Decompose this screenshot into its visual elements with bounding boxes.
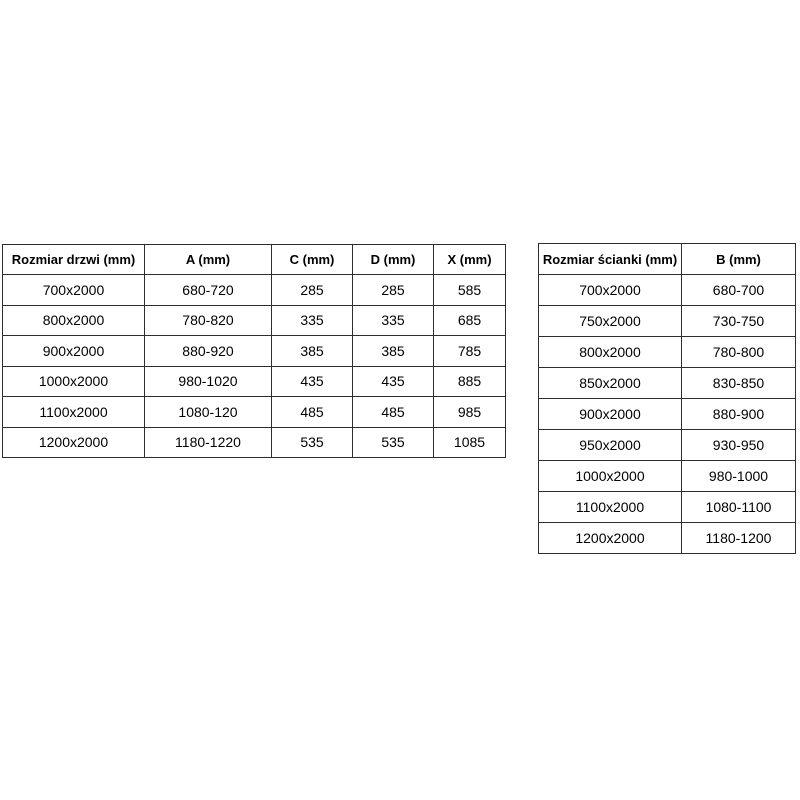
column-header: C (mm) xyxy=(272,245,353,275)
table-cell: 485 xyxy=(353,397,434,428)
table-cell: 930-950 xyxy=(682,430,796,461)
table-cell: 1100x2000 xyxy=(3,397,145,428)
table-cell: 750x2000 xyxy=(539,306,682,337)
table-cell: 950x2000 xyxy=(539,430,682,461)
table-row xyxy=(3,366,506,397)
table-cell: 385 xyxy=(272,336,353,367)
table-cell: 850x2000 xyxy=(539,368,682,399)
table-cell: 980-1020 xyxy=(145,366,272,397)
header-row xyxy=(3,245,506,275)
table-cell: 780-820 xyxy=(145,305,272,336)
table-cell: 900x2000 xyxy=(539,399,682,430)
table-cell: 435 xyxy=(272,366,353,397)
table-cell: 985 xyxy=(434,397,506,428)
table-cell: 1080-1100 xyxy=(682,492,796,523)
table-cell: 1200x2000 xyxy=(539,523,682,554)
table-row xyxy=(3,305,506,336)
table-cell: 685 xyxy=(434,305,506,336)
table-cell: 385 xyxy=(353,336,434,367)
table-cell: 485 xyxy=(272,397,353,428)
table-cell: 830-850 xyxy=(682,368,796,399)
table-cell: 980-1000 xyxy=(682,461,796,492)
table-row xyxy=(539,368,796,399)
table-row xyxy=(539,492,796,523)
table-cell: 1000x2000 xyxy=(539,461,682,492)
table-cell: 585 xyxy=(434,275,506,306)
table-cell: 780-800 xyxy=(682,337,796,368)
column-header: B (mm) xyxy=(682,244,796,275)
table-cell: 885 xyxy=(434,366,506,397)
table-row xyxy=(539,306,796,337)
table-cell: 285 xyxy=(272,275,353,306)
table-cell: 1100x2000 xyxy=(539,492,682,523)
table-cell: 700x2000 xyxy=(539,275,682,306)
column-header: D (mm) xyxy=(353,245,434,275)
table-cell: 1200x2000 xyxy=(3,427,145,458)
table-cell: 800x2000 xyxy=(3,305,145,336)
table-cell: 1080-120 xyxy=(145,397,272,428)
table-cell: 335 xyxy=(353,305,434,336)
column-header: X (mm) xyxy=(434,245,506,275)
table-cell: 880-900 xyxy=(682,399,796,430)
table-row xyxy=(539,523,796,554)
table-cell: 680-700 xyxy=(682,275,796,306)
table-cell: 1000x2000 xyxy=(3,366,145,397)
table-cell: 785 xyxy=(434,336,506,367)
table-cell: 900x2000 xyxy=(3,336,145,367)
table-cell: 535 xyxy=(353,427,434,458)
table-row xyxy=(539,430,796,461)
table-row xyxy=(539,399,796,430)
table-cell: 1085 xyxy=(434,427,506,458)
table-cell: 680-720 xyxy=(145,275,272,306)
table-row xyxy=(539,275,796,306)
table-cell: 800x2000 xyxy=(539,337,682,368)
table-cell: 335 xyxy=(272,305,353,336)
door-dimensions-table xyxy=(2,244,506,458)
table-row xyxy=(3,427,506,458)
table-cell: 435 xyxy=(353,366,434,397)
wall-dimensions-table xyxy=(538,243,796,554)
column-header: Rozmiar ścianki (mm) xyxy=(539,244,682,275)
table-cell: 1180-1200 xyxy=(682,523,796,554)
table-cell: 1180-1220 xyxy=(145,427,272,458)
header-row xyxy=(539,244,796,275)
table-row xyxy=(539,337,796,368)
table-row xyxy=(539,461,796,492)
table-row xyxy=(3,275,506,306)
table-row xyxy=(3,397,506,428)
table-cell: 700x2000 xyxy=(3,275,145,306)
table-cell: 880-920 xyxy=(145,336,272,367)
table-row xyxy=(3,336,506,367)
column-header: A (mm) xyxy=(145,245,272,275)
column-header: Rozmiar drzwi (mm) xyxy=(3,245,145,275)
table-cell: 730-750 xyxy=(682,306,796,337)
table-cell: 285 xyxy=(353,275,434,306)
table-cell: 535 xyxy=(272,427,353,458)
